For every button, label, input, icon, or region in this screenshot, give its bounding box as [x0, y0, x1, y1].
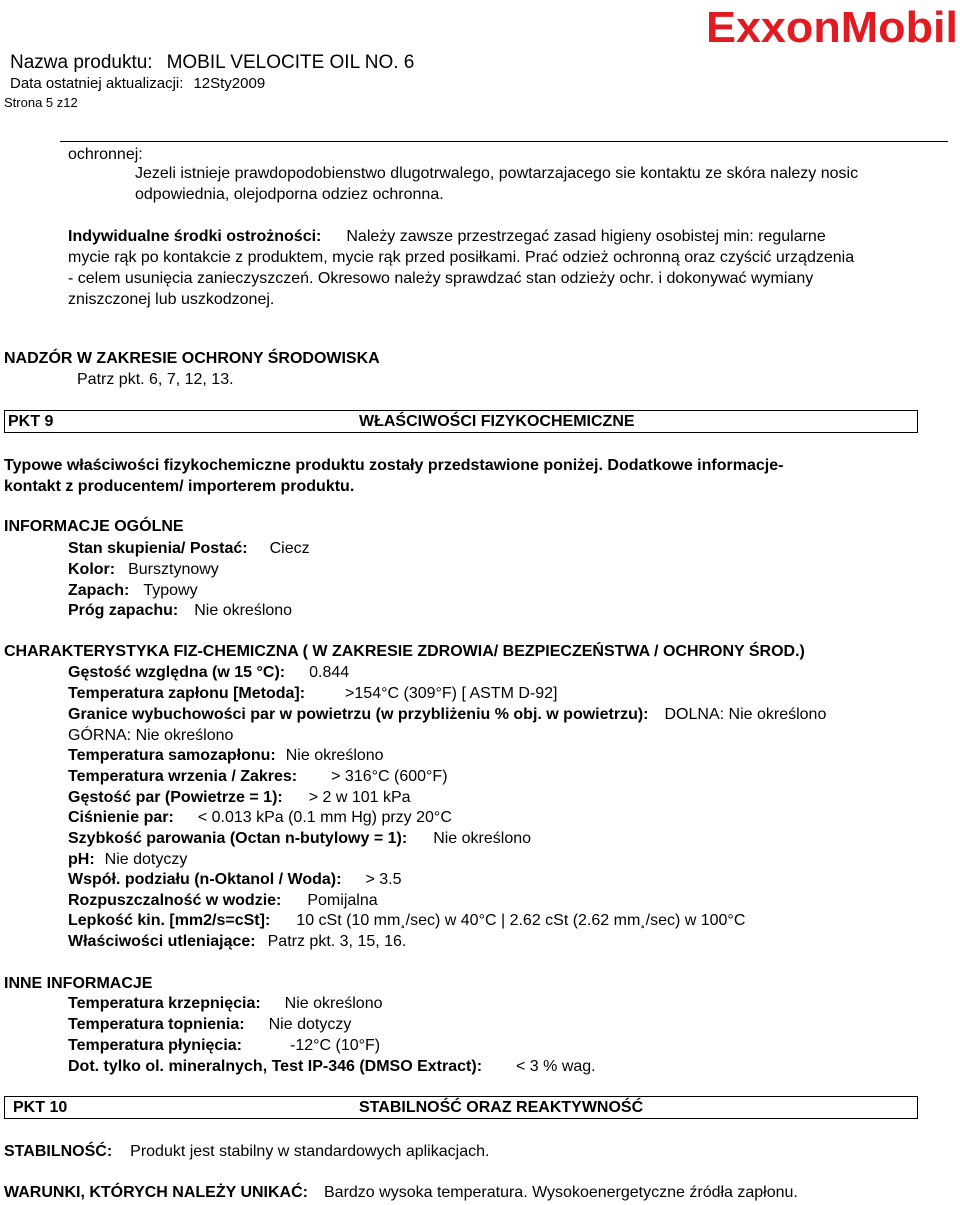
section-9-title: WŁAŚCIWOŚCI FIZYKOCHEMICZNE [359, 413, 635, 430]
individual-line-2: mycie rąk po kontakcie z produktem, mycie rąk przed posiłkami. Prać odzież ochronną oraz czyścić urządzenia [68, 249, 855, 266]
general-row-odor-threshold: Próg zapachu: Nie określono [68, 602, 293, 619]
general-row-state: Stan skupienia/ Postać: Ciecz [68, 540, 310, 557]
header-divider [60, 141, 948, 142]
product-label: Nazwa produktu: [10, 52, 153, 73]
other-ip346: Dot. tylko ol. mineralnych, Test IP-346 (DMSO Extract): < 3 % wag. [68, 1058, 596, 1075]
char-explosive-upper: GÓRNA: Nie określono [68, 727, 234, 744]
individual-line-3: - celem usunięcia zanieczyszczeń. Okresowo należy sprawdzać stan odzieży ochr. i dokonywać wymiany [68, 270, 814, 287]
protection-line-1: Jezeli istnieje prawdopodobienstwo dlugotrwalego, powtarzajacego sie kontaktu ze skóra nalezy nosic [135, 165, 859, 182]
char-partition: Współ. podziału (n-Oktanol / Woda): > 3.5 [68, 871, 402, 888]
logo-text: ExxonMobil [706, 3, 958, 50]
other-freezing: Temperatura krzepnięcia: Nie określono [68, 995, 383, 1012]
general-row-color: Kolor: Bursztynowy [68, 561, 219, 578]
char-viscosity: Lepkość kin. [mm2/s=cSt]: 10 cSt (10 mm¸/sec) w 40°C | 2.62 cSt (2.62 mm¸/sec) w 100°C [68, 912, 746, 929]
individual-label: Indywidualne środki ostrożności: [68, 228, 322, 245]
char-oxidizing: Właściwości utleniające: Patrz pkt. 3, 15, 16. [68, 933, 407, 950]
pkt9-intro-2: kontakt z producentem/ importerem produktu. [4, 478, 355, 495]
protection-line-2: odpowiednia, olejodporna odziez ochronna. [135, 186, 444, 203]
char-density: Gęstość względna (w 15 °C): 0.844 [68, 664, 350, 681]
product-name: MOBIL VELOCITE OIL NO. 6 [166, 52, 415, 73]
char-vapor-pressure: Ciśnienie par: < 0.013 kPa (0.1 mm Hg) przy 20°C [68, 809, 452, 826]
other-melting: Temperatura topnienia: Nie dotyczy [68, 1016, 352, 1033]
general-heading: INFORMACJE OGÓLNE [4, 518, 184, 535]
char-flash-point: Temperatura zapłonu [Metoda]: >154°C (309°F) [ ASTM D-92] [68, 685, 558, 702]
date-value: 12Sty2009 [193, 75, 266, 92]
characteristics-heading: CHARAKTERYSTYKA FIZ-CHEMICZNA ( W ZAKRESIE ZDROWIA/ BEZPIECZEŃSTWA / OCHRONY ŚROD.) [4, 643, 805, 660]
section-10-header [4, 1096, 918, 1119]
other-pour-point: Temperatura płynięcia: -12°C (10°F) [68, 1037, 381, 1054]
individual-text-1: Należy zawsze przestrzegać zasad higieny osobistej min: regularne [346, 228, 826, 245]
date-label: Data ostatniej aktualizacji: [10, 75, 184, 92]
individual-line-1 [68, 228, 826, 246]
char-solubility: Rozpuszczalność w wodzie: Pomijalna [68, 892, 378, 909]
general-row-odor: Zapach: Typowy [68, 582, 198, 599]
env-text: Patrz pkt. 6, 7, 12, 13. [77, 371, 234, 388]
stability-line: STABILNOŚĆ: Produkt jest stabilny w standardowych aplikacjach. [4, 1143, 490, 1160]
section-10-title: STABILNOŚĆ ORAZ REAKTYWNOŚĆ [359, 1099, 644, 1116]
char-boiling: Temperatura wrzenia / Zakres: > 316°C (600°F) [68, 768, 448, 785]
char-evaporation: Szybkość parowania (Octan n-butylowy = 1): Nie określono [68, 830, 532, 847]
exxonmobil-logo [706, 2, 960, 50]
individual-line-4: zniszczonej lub uszkodzonej. [68, 291, 275, 308]
update-date-line [10, 75, 265, 92]
char-vapor-density: Gęstość par (Powietrze = 1): > 2 w 101 kPa [68, 789, 411, 806]
char-ph: pH: Nie dotyczy [68, 851, 188, 868]
avoid-conditions-line: WARUNKI, KTÓRYCH NALEŻY UNIKAĆ: Bardzo wysoka temperatura. Wysokoenergetyczne źródła zapłonu. [4, 1184, 798, 1201]
section-10-number: PKT 10 [13, 1099, 68, 1116]
char-autoignition: Temperatura samozapłonu: Nie określono [68, 747, 384, 764]
protection-heading: ochronnej: [68, 146, 143, 163]
pkt9-intro-1: Typowe właściwości fizykochemiczne produktu zostały przedstawione poniżej. Dodatkowe informacje- [4, 457, 784, 474]
env-heading: NADZÓR W ZAKRESIE OCHRONY ŚRODOWISKA [4, 350, 380, 367]
page-number: Strona 5 z12 [4, 95, 78, 110]
product-name-line [10, 52, 414, 74]
other-heading: INNE INFORMACJE [4, 975, 153, 992]
section-9-number: PKT 9 [8, 413, 54, 430]
section-9-header [4, 410, 918, 433]
char-explosive-limits: Granice wybuchowości par w powietrzu (w przybliżeniu % obj. w powietrzu): DOLNA: Nie określono [68, 706, 827, 723]
